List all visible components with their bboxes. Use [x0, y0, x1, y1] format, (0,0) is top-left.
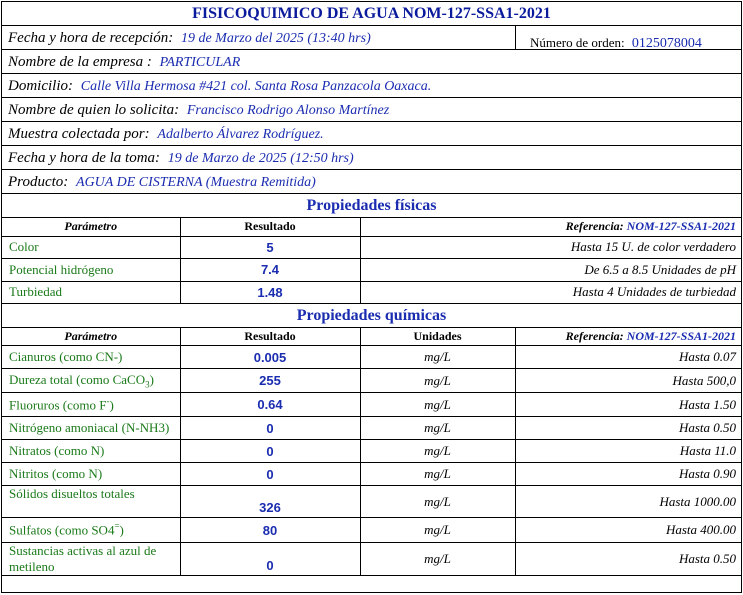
- chemical-section-title: Propiedades químicas: [2, 304, 741, 328]
- reference-cell: Hasta 15 U. de color verdadero: [360, 236, 741, 258]
- result-cell: 0: [180, 417, 360, 440]
- chemical-col-result: Resultado: [180, 328, 360, 346]
- table-row: [2, 393, 741, 417]
- collector-value: Adalberto Álvarez Rodríguez.: [157, 127, 324, 142]
- requester-label: Nombre de quien lo solicita:: [8, 102, 180, 118]
- chemical-col-parameter: Parámetro: [2, 328, 180, 346]
- reference-cell: Hasta 11.0: [515, 440, 741, 463]
- table-row: [2, 543, 741, 576]
- reception-label: Fecha y hora de recepción:: [8, 30, 174, 46]
- parameter-cell: Nitritos (como N): [2, 463, 180, 486]
- reference-cell: Hasta 0.07: [515, 346, 741, 369]
- address-row: [2, 74, 741, 98]
- reception-row: [2, 26, 741, 50]
- table-row: [2, 417, 741, 440]
- reference-cell: Hasta 0.90: [515, 463, 741, 486]
- physical-col-reference: Referencia: NOM-127-SSA1-2021: [360, 218, 741, 236]
- reference-cell: Hasta 1.50: [515, 393, 741, 417]
- unit-cell: mg/L: [360, 440, 515, 463]
- physical-col-result: Resultado: [180, 218, 360, 236]
- product-value: AGUA DE CISTERNA (Muestra Remitida): [76, 175, 316, 190]
- physical-table: [2, 218, 741, 304]
- sampling-label: Fecha y hora de la toma:: [8, 150, 161, 166]
- parameter-cell: Sustancias activas al azul de metileno: [2, 543, 180, 576]
- requester-row: [2, 98, 741, 122]
- reference-cell: Hasta 400.00: [515, 518, 741, 543]
- unit-cell: mg/L: [360, 518, 515, 543]
- unit-cell: mg/L: [360, 393, 515, 417]
- result-cell: 0: [180, 543, 360, 576]
- reference-cell: Hasta 0.50: [515, 417, 741, 440]
- chemical-col-units: Unidades: [360, 328, 515, 346]
- physical-section-title: Propiedades físicas: [2, 194, 741, 218]
- parameter-cell: Cianuros (como CN-): [2, 346, 180, 369]
- chemical-col-reference: Referencia: NOM-127-SSA1-2021: [515, 328, 741, 346]
- chemical-header-row: [2, 328, 741, 346]
- table-row: [2, 518, 741, 543]
- sampling-row: [2, 146, 741, 170]
- result-cell: 7.4: [180, 258, 360, 281]
- parameter-cell: Dureza total (como CaCO$_3$): [2, 369, 180, 393]
- table-row: [2, 236, 741, 258]
- result-cell: 1.48: [180, 281, 360, 303]
- parameter-cell: Color: [2, 236, 180, 258]
- parameter-cell: Potencial hidrógeno: [2, 258, 180, 281]
- result-cell: 80: [180, 518, 360, 543]
- unit-cell: mg/L: [360, 369, 515, 393]
- parameter-cell: Sulfatos (como SO4=): [2, 518, 180, 543]
- parameter-cell: Nitratos (como N): [2, 440, 180, 463]
- reception-value: 19 de Marzo del 2025 (13:40 hrs): [180, 31, 371, 46]
- result-cell: 0.005: [180, 346, 360, 369]
- parameter-cell: Fluoruros (como F-): [2, 393, 180, 417]
- unit-cell: mg/L: [360, 346, 515, 369]
- reference-cell: Hasta 0.50: [515, 543, 741, 576]
- parameter-cell: Sólidos disueltos totales: [2, 486, 180, 518]
- physical-col-parameter: Parámetro: [2, 218, 180, 236]
- company-row: [2, 50, 741, 74]
- report-title: FISICOQUIMICO DE AGUA NOM-127-SSA1-2021: [2, 2, 741, 26]
- unit-cell: mg/L: [360, 417, 515, 440]
- unit-cell: mg/L: [360, 543, 515, 576]
- sampling-value: 19 de Marzo de 2025 (12:50 hrs): [167, 151, 354, 166]
- table-row: [2, 486, 741, 518]
- physical-header-row: [2, 218, 741, 236]
- address-value: Calle Villa Hermosa #421 col. Santa Rosa Panzacola Oaxaca.: [80, 79, 432, 94]
- order-label: Número de orden:: [530, 35, 625, 50]
- parameter-cell: Nitrógeno amoniacal (N-NH3): [2, 417, 180, 440]
- product-label: Producto:: [8, 174, 69, 190]
- reference-cell: De 6.5 a 8.5 Unidades de pH: [360, 258, 741, 281]
- requester-value: Francisco Rodrigo Alonso Martínez: [186, 103, 390, 118]
- collector-label: Muestra colectada por:: [8, 126, 150, 142]
- collector-row: [2, 122, 741, 146]
- result-cell: 326: [180, 486, 360, 518]
- company-value: PARTICULAR: [159, 55, 241, 70]
- result-cell: 0.64: [180, 393, 360, 417]
- table-row: [2, 258, 741, 281]
- result-cell: 255: [180, 369, 360, 393]
- result-cell: 0: [180, 440, 360, 463]
- result-cell: 0: [180, 463, 360, 486]
- table-row: [2, 463, 741, 486]
- reference-cell: Hasta 1000.00: [515, 486, 741, 518]
- reference-cell: Hasta 4 Unidades de turbiedad: [360, 281, 741, 303]
- table-row: [2, 440, 741, 463]
- address-label: Domicilio:: [8, 78, 73, 94]
- result-cell: 5: [180, 236, 360, 258]
- reference-cell: Hasta 500,0: [515, 369, 741, 393]
- order-number: 0125078004: [631, 36, 702, 51]
- report-sheet: [1, 1, 742, 593]
- product-row: [2, 170, 741, 194]
- company-label: Nombre de la empresa :: [8, 54, 152, 70]
- unit-cell: mg/L: [360, 463, 515, 486]
- chemical-table: [2, 328, 741, 577]
- table-row: [2, 346, 741, 369]
- unit-cell: mg/L: [360, 486, 515, 518]
- table-row: [2, 369, 741, 393]
- table-row: [2, 281, 741, 303]
- parameter-cell: Turbiedad: [2, 281, 180, 303]
